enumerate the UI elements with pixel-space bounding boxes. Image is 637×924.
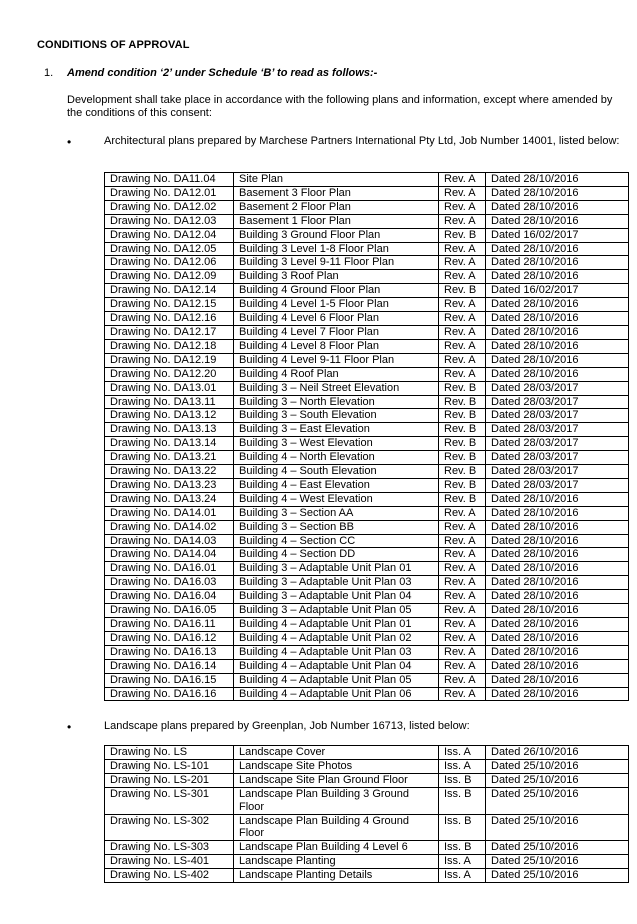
revision-cell: Rev. B [439, 451, 486, 465]
date-cell: Dated 28/10/2016 [486, 298, 629, 312]
date-cell: Dated 28/10/2016 [486, 506, 629, 520]
drawing-number-cell: Drawing No. DA16.13 [105, 645, 234, 659]
revision-cell: Iss. B [439, 773, 486, 787]
date-cell: Dated 28/10/2016 [486, 270, 629, 284]
drawing-number-cell: Drawing No. DA13.22 [105, 465, 234, 479]
table-row [105, 270, 629, 284]
table-row [105, 841, 629, 855]
drawing-title-cell: Building 3 – West Elevation [234, 437, 439, 451]
revision-cell: Rev. B [439, 465, 486, 479]
date-cell: Dated 28/10/2016 [486, 214, 629, 228]
revision-cell: Rev. A [439, 173, 486, 187]
drawing-number-cell: Drawing No. DA12.09 [105, 270, 234, 284]
table-row [105, 618, 629, 632]
date-cell: Dated 25/10/2016 [486, 814, 629, 841]
revision-cell: Iss. A [439, 869, 486, 883]
drawing-title-cell: Building 4 Level 6 Floor Plan [234, 312, 439, 326]
drawing-number-cell: Drawing No. DA16.16 [105, 687, 234, 701]
revision-cell: Rev. A [439, 270, 486, 284]
drawing-title-cell: Building 4 – Adaptable Unit Plan 03 [234, 645, 439, 659]
drawing-title-cell: Building 3 – South Elevation [234, 409, 439, 423]
intro-paragraph: Development shall take place in accordance with the following plans and information, except where amended by the conditions of this consent: [67, 94, 613, 119]
revision-cell: Rev. A [439, 312, 486, 326]
drawing-title-cell: Building 4 – North Elevation [234, 451, 439, 465]
revision-cell: Rev. B [439, 437, 486, 451]
date-cell: Dated 28/10/2016 [486, 173, 629, 187]
revision-cell: Rev. A [439, 631, 486, 645]
table-row [105, 325, 629, 339]
revision-cell: Rev. A [439, 604, 486, 618]
date-cell: Dated 28/10/2016 [486, 353, 629, 367]
drawing-number-cell: Drawing No. LS-101 [105, 759, 234, 773]
drawing-number-cell: Drawing No. DA13.21 [105, 451, 234, 465]
table-row [105, 312, 629, 326]
drawing-number-cell: Drawing No. DA13.14 [105, 437, 234, 451]
revision-cell: Rev. A [439, 242, 486, 256]
table-row [105, 200, 629, 214]
revision-cell: Rev. A [439, 590, 486, 604]
revision-cell: Iss. A [439, 759, 486, 773]
drawing-number-cell: Drawing No. DA16.03 [105, 576, 234, 590]
date-cell: Dated 28/10/2016 [486, 631, 629, 645]
date-cell: Dated 28/10/2016 [486, 186, 629, 200]
drawing-title-cell: Building 3 – East Elevation [234, 423, 439, 437]
drawing-title-cell: Landscape Cover [234, 746, 439, 760]
drawing-number-cell: Drawing No. DA14.04 [105, 548, 234, 562]
drawing-number-cell: Drawing No. DA13.23 [105, 478, 234, 492]
drawing-title-cell: Building 4 – Adaptable Unit Plan 05 [234, 673, 439, 687]
table-row [105, 759, 629, 773]
drawing-number-cell: Drawing No. DA12.20 [105, 367, 234, 381]
drawing-number-cell: Drawing No. DA13.12 [105, 409, 234, 423]
landscape-plans-table [104, 745, 629, 883]
revision-cell: Rev. A [439, 659, 486, 673]
page-heading: CONDITIONS OF APPROVAL [37, 39, 190, 51]
table-row [105, 746, 629, 760]
date-cell: Dated 28/10/2016 [486, 645, 629, 659]
revision-cell: Rev. B [439, 284, 486, 298]
drawing-number-cell: Drawing No. DA16.14 [105, 659, 234, 673]
table-row [105, 451, 629, 465]
drawing-number-cell: Drawing No. DA13.01 [105, 381, 234, 395]
date-cell: Dated 28/10/2016 [486, 256, 629, 270]
date-cell: Dated 28/03/2017 [486, 478, 629, 492]
revision-cell: Rev. A [439, 562, 486, 576]
revision-cell: Rev. A [439, 186, 486, 200]
table-row [105, 869, 629, 883]
revision-cell: Rev. A [439, 520, 486, 534]
date-cell: Dated 28/10/2016 [486, 492, 629, 506]
date-cell: Dated 28/03/2017 [486, 465, 629, 479]
drawing-title-cell: Landscape Site Plan Ground Floor [234, 773, 439, 787]
table-row [105, 228, 629, 242]
table-row [105, 773, 629, 787]
architectural-plans-table [104, 172, 629, 701]
table-row [105, 814, 629, 841]
drawing-title-cell: Building 3 Ground Floor Plan [234, 228, 439, 242]
condition-title: Amend condition ‘2’ under Schedule ‘B’ to read as follows:- [67, 67, 378, 79]
date-cell: Dated 16/02/2017 [486, 284, 629, 298]
drawing-number-cell: Drawing No. DA16.12 [105, 631, 234, 645]
landscape-intro: Landscape plans prepared by Greenplan, Job Number 16713, listed below: [104, 720, 470, 732]
table-row [105, 465, 629, 479]
table-row [105, 855, 629, 869]
drawing-title-cell: Landscape Plan Building 3 Ground Floor [234, 787, 439, 814]
date-cell: Dated 28/10/2016 [486, 325, 629, 339]
drawing-title-cell: Building 3 – North Elevation [234, 395, 439, 409]
drawing-number-cell: Drawing No. DA12.06 [105, 256, 234, 270]
drawing-number-cell: Drawing No. DA12.03 [105, 214, 234, 228]
drawing-number-cell: Drawing No. DA12.05 [105, 242, 234, 256]
revision-cell: Rev. A [439, 256, 486, 270]
date-cell: Dated 25/10/2016 [486, 773, 629, 787]
drawing-title-cell: Landscape Plan Building 4 Ground Floor [234, 814, 439, 841]
drawing-title-cell: Building 4 – Adaptable Unit Plan 06 [234, 687, 439, 701]
date-cell: Dated 28/10/2016 [486, 590, 629, 604]
drawing-number-cell: Drawing No. LS-303 [105, 841, 234, 855]
revision-cell: Iss. A [439, 855, 486, 869]
table-row [105, 395, 629, 409]
date-cell: Dated 26/10/2016 [486, 746, 629, 760]
bullet-icon: • [67, 135, 72, 149]
drawing-title-cell: Building 4 Level 7 Floor Plan [234, 325, 439, 339]
revision-cell: Rev. A [439, 298, 486, 312]
date-cell: Dated 28/10/2016 [486, 339, 629, 353]
drawing-number-cell: Drawing No. DA12.15 [105, 298, 234, 312]
drawing-title-cell: Site Plan [234, 173, 439, 187]
table-row [105, 173, 629, 187]
drawing-number-cell: Drawing No. DA12.04 [105, 228, 234, 242]
revision-cell: Rev. B [439, 395, 486, 409]
table-row [105, 409, 629, 423]
date-cell: Dated 25/10/2016 [486, 869, 629, 883]
drawing-title-cell: Building 3 Level 1-8 Floor Plan [234, 242, 439, 256]
date-cell: Dated 25/10/2016 [486, 787, 629, 814]
revision-cell: Rev. A [439, 353, 486, 367]
table-row [105, 506, 629, 520]
revision-cell: Rev. A [439, 673, 486, 687]
table-row [105, 256, 629, 270]
table-row [105, 298, 629, 312]
revision-cell: Rev. A [439, 506, 486, 520]
revision-cell: Rev. A [439, 576, 486, 590]
drawing-title-cell: Building 4 – Adaptable Unit Plan 04 [234, 659, 439, 673]
revision-cell: Rev. B [439, 381, 486, 395]
drawing-title-cell: Building 4 Level 9-11 Floor Plan [234, 353, 439, 367]
revision-cell: Iss. B [439, 787, 486, 814]
drawing-title-cell: Building 3 Level 9-11 Floor Plan [234, 256, 439, 270]
revision-cell: Rev. B [439, 228, 486, 242]
date-cell: Dated 28/10/2016 [486, 687, 629, 701]
drawing-number-cell: Drawing No. DA12.14 [105, 284, 234, 298]
date-cell: Dated 25/10/2016 [486, 759, 629, 773]
revision-cell: Rev. A [439, 214, 486, 228]
date-cell: Dated 28/10/2016 [486, 548, 629, 562]
revision-cell: Iss. A [439, 746, 486, 760]
date-cell: Dated 28/10/2016 [486, 659, 629, 673]
drawing-title-cell: Building 3 Roof Plan [234, 270, 439, 284]
condition-number: 1. [44, 67, 54, 79]
table-row [105, 186, 629, 200]
table-row [105, 673, 629, 687]
table-row [105, 353, 629, 367]
date-cell: Dated 28/03/2017 [486, 423, 629, 437]
drawing-number-cell: Drawing No. LS-302 [105, 814, 234, 841]
drawing-number-cell: Drawing No. DA16.11 [105, 618, 234, 632]
drawing-number-cell: Drawing No. LS-301 [105, 787, 234, 814]
date-cell: Dated 28/10/2016 [486, 367, 629, 381]
drawing-title-cell: Building 4 Level 1-5 Floor Plan [234, 298, 439, 312]
revision-cell: Iss. B [439, 814, 486, 841]
table-row [105, 437, 629, 451]
revision-cell: Rev. A [439, 367, 486, 381]
drawing-number-cell: Drawing No. LS-401 [105, 855, 234, 869]
date-cell: Dated 28/10/2016 [486, 242, 629, 256]
date-cell: Dated 28/10/2016 [486, 618, 629, 632]
table-row [105, 242, 629, 256]
drawing-title-cell: Building 4 – Adaptable Unit Plan 01 [234, 618, 439, 632]
drawing-title-cell: Building 4 – Section DD [234, 548, 439, 562]
date-cell: Dated 28/10/2016 [486, 312, 629, 326]
table-row [105, 562, 629, 576]
drawing-title-cell: Building 4 Ground Floor Plan [234, 284, 439, 298]
revision-cell: Rev. B [439, 423, 486, 437]
date-cell: Dated 28/10/2016 [486, 673, 629, 687]
drawing-title-cell: Building 3 – Adaptable Unit Plan 03 [234, 576, 439, 590]
table-row [105, 492, 629, 506]
date-cell: Dated 28/10/2016 [486, 520, 629, 534]
drawing-title-cell: Building 3 – Section AA [234, 506, 439, 520]
revision-cell: Rev. A [439, 534, 486, 548]
revision-cell: Iss. B [439, 841, 486, 855]
drawing-number-cell: Drawing No. DA11.04 [105, 173, 234, 187]
table-row [105, 548, 629, 562]
drawing-number-cell: Drawing No. DA16.01 [105, 562, 234, 576]
drawing-title-cell: Landscape Planting Details [234, 869, 439, 883]
table-row [105, 590, 629, 604]
drawing-title-cell: Building 3 – Section BB [234, 520, 439, 534]
drawing-title-cell: Building 3 – Adaptable Unit Plan 01 [234, 562, 439, 576]
date-cell: Dated 28/10/2016 [486, 576, 629, 590]
revision-cell: Rev. A [439, 548, 486, 562]
drawing-number-cell: Drawing No. LS-402 [105, 869, 234, 883]
date-cell: Dated 28/10/2016 [486, 604, 629, 618]
table-row [105, 534, 629, 548]
drawing-title-cell: Building 4 – East Elevation [234, 478, 439, 492]
architectural-intro: Architectural plans prepared by Marchese Partners International Pty Ltd, Job Number 14001, listed below: [104, 135, 620, 147]
drawing-number-cell: Drawing No. LS-201 [105, 773, 234, 787]
drawing-title-cell: Building 4 – Section CC [234, 534, 439, 548]
table-row [105, 659, 629, 673]
drawing-number-cell: Drawing No. DA13.24 [105, 492, 234, 506]
drawing-number-cell: Drawing No. LS [105, 746, 234, 760]
table-row [105, 339, 629, 353]
date-cell: Dated 28/03/2017 [486, 409, 629, 423]
drawing-number-cell: Drawing No. DA13.11 [105, 395, 234, 409]
drawing-number-cell: Drawing No. DA12.16 [105, 312, 234, 326]
table-row [105, 284, 629, 298]
table-row [105, 214, 629, 228]
drawing-number-cell: Drawing No. DA12.01 [105, 186, 234, 200]
drawing-title-cell: Building 4 – South Elevation [234, 465, 439, 479]
drawing-number-cell: Drawing No. DA14.01 [105, 506, 234, 520]
table-row [105, 604, 629, 618]
table-row [105, 520, 629, 534]
drawing-title-cell: Landscape Planting [234, 855, 439, 869]
drawing-title-cell: Building 3 – Adaptable Unit Plan 05 [234, 604, 439, 618]
bullet-icon: • [67, 720, 72, 734]
date-cell: Dated 28/03/2017 [486, 381, 629, 395]
table-row [105, 367, 629, 381]
table-row [105, 576, 629, 590]
date-cell: Dated 25/10/2016 [486, 841, 629, 855]
date-cell: Dated 28/03/2017 [486, 395, 629, 409]
drawing-number-cell: Drawing No. DA12.18 [105, 339, 234, 353]
drawing-number-cell: Drawing No. DA12.02 [105, 200, 234, 214]
drawing-title-cell: Landscape Plan Building 4 Level 6 [234, 841, 439, 855]
drawing-title-cell: Basement 1 Floor Plan [234, 214, 439, 228]
table-row [105, 423, 629, 437]
revision-cell: Rev. B [439, 478, 486, 492]
drawing-number-cell: Drawing No. DA14.02 [105, 520, 234, 534]
date-cell: Dated 28/03/2017 [486, 451, 629, 465]
date-cell: Dated 28/10/2016 [486, 534, 629, 548]
revision-cell: Rev. A [439, 645, 486, 659]
revision-cell: Rev. B [439, 492, 486, 506]
date-cell: Dated 25/10/2016 [486, 855, 629, 869]
date-cell: Dated 28/10/2016 [486, 200, 629, 214]
table-row [105, 381, 629, 395]
drawing-title-cell: Building 4 – West Elevation [234, 492, 439, 506]
revision-cell: Rev. A [439, 687, 486, 701]
drawing-title-cell: Landscape Site Photos [234, 759, 439, 773]
drawing-number-cell: Drawing No. DA14.03 [105, 534, 234, 548]
table-row [105, 645, 629, 659]
date-cell: Dated 28/03/2017 [486, 437, 629, 451]
date-cell: Dated 16/02/2017 [486, 228, 629, 242]
drawing-title-cell: Building 4 Roof Plan [234, 367, 439, 381]
drawing-number-cell: Drawing No. DA12.17 [105, 325, 234, 339]
revision-cell: Rev. B [439, 409, 486, 423]
table-row [105, 631, 629, 645]
revision-cell: Rev. A [439, 200, 486, 214]
drawing-number-cell: Drawing No. DA12.19 [105, 353, 234, 367]
drawing-number-cell: Drawing No. DA16.04 [105, 590, 234, 604]
drawing-title-cell: Building 4 Level 8 Floor Plan [234, 339, 439, 353]
drawing-title-cell: Building 3 – Neil Street Elevation [234, 381, 439, 395]
drawing-title-cell: Building 3 – Adaptable Unit Plan 04 [234, 590, 439, 604]
revision-cell: Rev. A [439, 325, 486, 339]
table-row [105, 478, 629, 492]
drawing-number-cell: Drawing No. DA13.13 [105, 423, 234, 437]
drawing-number-cell: Drawing No. DA16.15 [105, 673, 234, 687]
table-row [105, 687, 629, 701]
revision-cell: Rev. A [439, 339, 486, 353]
drawing-number-cell: Drawing No. DA16.05 [105, 604, 234, 618]
revision-cell: Rev. A [439, 618, 486, 632]
table-row [105, 787, 629, 814]
drawing-title-cell: Building 4 – Adaptable Unit Plan 02 [234, 631, 439, 645]
drawing-title-cell: Basement 3 Floor Plan [234, 186, 439, 200]
date-cell: Dated 28/10/2016 [486, 562, 629, 576]
drawing-title-cell: Basement 2 Floor Plan [234, 200, 439, 214]
